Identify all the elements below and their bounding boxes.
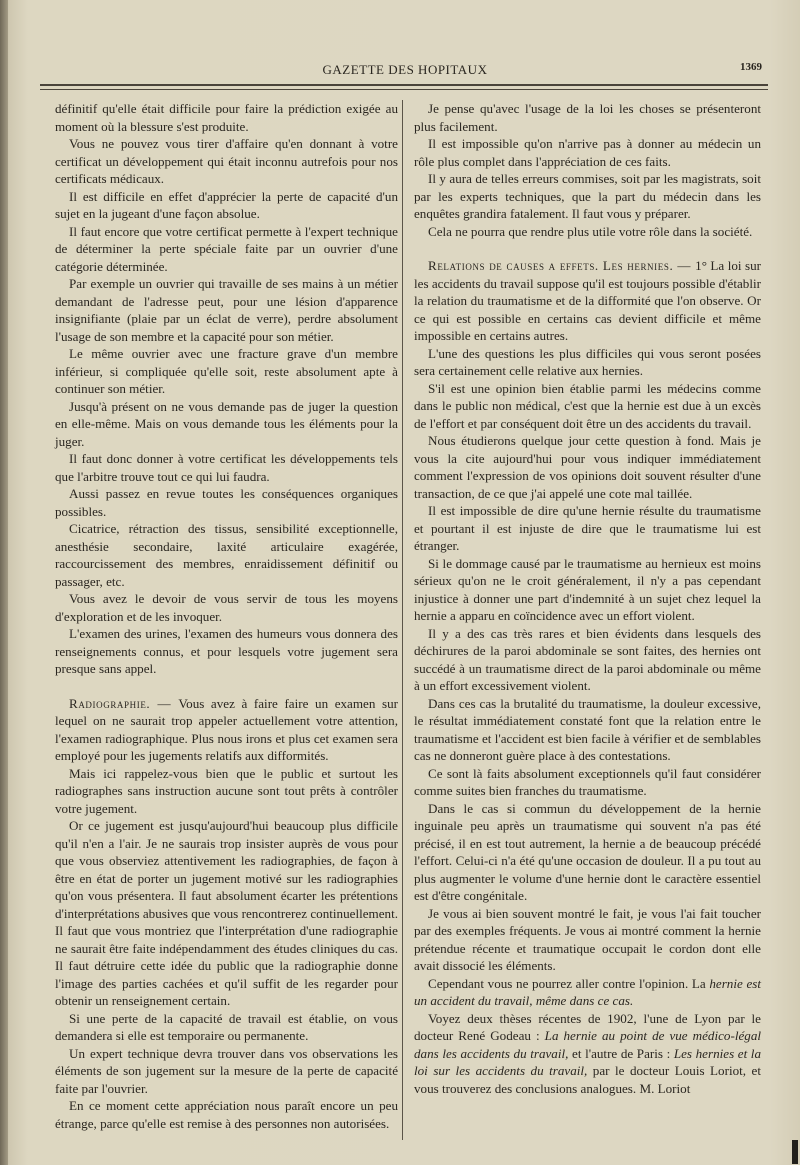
paragraph: L'une des questions les plus difficiles qui vous seront posées sera certainement celle relative aux hernies.	[414, 345, 761, 378]
header-rule-thin	[40, 89, 768, 90]
page-number: 1369	[740, 61, 762, 73]
paragraph: Il y aura de telles erreurs commises, soit par les magistrats, soit par les experts techniques, que la part du médecin dans les enquêtes grandira fatalement. Il faut vous y préparer.	[414, 171, 761, 221]
section-paragraph-hernies	[414, 257, 761, 345]
paragraph: Si le dommage causé par le traumatisme au hernieux est moins sérieux qu'on ne le croit généralement, il n'y a pas cependant injustice à donner une part d'indemnité à un sujet chez lequel la hernie a apparu en coïncidence avec un effort violent.	[414, 555, 761, 623]
right-column	[414, 100, 761, 1097]
paragraph: Vous avez le devoir de vous servir de tous les moyens d'exploration et de les invoquer.	[55, 591, 398, 624]
column-divider	[402, 100, 403, 1140]
paragraph: Si une perte de la capacité de travail est établie, on vous demandera si elle est temporaire ou permanente.	[55, 1010, 398, 1043]
italic-phrase: hernie est un accident du travail, même dans ce cas.	[414, 975, 761, 1008]
paragraph: L'examen des urines, l'examen des humeurs vous donnera des renseignements connus, et pour lesquels votre jugement sera presque sans appel.	[55, 626, 398, 676]
paragraph-body: Vous avez à faire faire un examen sur lequel on ne saurait trop appeler actuellement votre attention, l'examen radiographique. Plus nous irons et plus cet examen sera employé pour les jugements relatifs aux difformités.	[55, 695, 398, 763]
running-header	[40, 58, 770, 80]
paragraph: Le même ouvrier avec une fracture grave d'un membre inférieur, si compliquée qu'elle soit, reste absolument apte à continuer son métier.	[55, 346, 398, 396]
thesis-title-godeau: La hernie au point de vue médico-légal dans les accidents du travail,	[414, 1028, 762, 1061]
paragraph-body: et l'autre de Paris :	[568, 1045, 674, 1061]
paragraph: S'il est une opinion bien établie parmi les médecins comme dans le public non médical, c'est que la hernie est due à un excès de l'effort et par conséquent doit être un des accidents du travail.	[414, 380, 761, 431]
paragraph: définitif qu'elle était difficile pour faire la prédiction exigée au moment où la blessure s'est produite.	[55, 101, 398, 134]
paragraph	[414, 1010, 761, 1098]
paragraph: Il est impossible qu'on n'arrive pas à donner au médecin un rôle plus complet dans l'appréciation de ces faits.	[414, 136, 761, 169]
paragraph-body: par le docteur Louis Loriot, et vous trouverez des conclusions analogues. M. Loriot	[414, 1063, 761, 1096]
edge-mark	[792, 1140, 798, 1164]
left-column	[55, 100, 398, 1132]
paragraph: Il est difficile en effet d'apprécier la perte de capacité d'un sujet en la jugeant d'une façon absolue.	[55, 188, 398, 221]
publication-title: GAZETTE DES HOPITAUX	[322, 62, 488, 77]
thesis-title-loriot: Les hernies et la loi sur les accidents du travail,	[414, 1045, 761, 1078]
paragraph: En ce moment cette appréciation nous paraît encore un peu étrange, parce qu'elle est remise à des personnes non autorisées.	[55, 1098, 398, 1131]
paragraph: Dans ces cas la brutalité du traumatisme, la douleur excessive, le résultat immédiatement constaté font que la relation entre le traumatisme et l'accident est bien facile à vérifier et de semblables cas ne donneront guère place à des contestations.	[414, 695, 762, 763]
section-heading: Relations de causes a effets. Les hernies. —	[428, 258, 696, 273]
paragraph: Jusqu'à présent on ne vous demande pas de juger la question en elle-même. Mais on vous demande tous les éléments pour la juger.	[55, 398, 398, 449]
paragraph: Dans le cas si commun du développement de la hernie inguinale peu après un traumatisme qui souvent n'a pas été précisé, il en est tout autrement, la hernie a de beaucoup précédé l'effort. Celui-ci n'a été qu'une occasion de douleur. Il a pu tout au plus augmenter le volume d'une hernie dont le caractère essentiel est d'être congénitale.	[414, 800, 761, 903]
paragraph: Par exemple un ouvrier qui travaille de ses mains à un métier demandant de l'adresse peut, pour une lésion d'apparence insignifiante (plaie par un éclat de verre), perdre absolument l'usage de son membre et la capacité pour son métier.	[55, 276, 398, 344]
paragraph: Or ce jugement est jusqu'aujourd'hui beaucoup plus difficile qu'il n'en a l'air. Je ne saurais trop insister auprès de vous pour que vous observiez attentivement les radiographies, de façon à être en état de porter un jugement motivé sur les radiographies qu'on vous présentera. Il faut absolument écarter les prétentions d'interprétations abusives que vous rencontrerez continuellement. Il faut que vous montriez que l'interprétation d'une radiographie ne saurait être faite indépendamment des études cliniques du cas. Il faut détruire cette idée du public que la radiographie donne l'image des parties cachées et qu'il suffit de les regarder pour obtenir un renseignement certain.	[55, 818, 398, 1008]
paragraph: Aussi passez en revue toutes les conséquences organiques possibles.	[55, 486, 398, 519]
section-heading: Radiographie. —	[69, 695, 179, 711]
paragraph-body: Voyez deux thèses récentes de 1902, l'une de Lyon par le docteur René Godeau :	[414, 1010, 761, 1043]
paragraph: Je vous ai bien souvent montré le fait, je vous l'ai fait toucher par des exemples fréquents. Je vous ai montré comment la hernie prétendue récente et traumatique occupait le cordon dont elle avait dissocié les éléments.	[414, 905, 761, 973]
paragraph: Il est impossible de dire qu'une hernie résulte du traumatisme et pourtant il est injuste de dire que le traumatisme lui est étranger.	[414, 503, 761, 553]
header-rule-thick	[40, 84, 768, 86]
paragraph: Vous ne pouvez vous tirer d'affaire qu'en donnant à votre certificat un développement qui était inconnu autrefois pour nos certificats médicaux.	[55, 136, 398, 186]
paragraph: Ce sont là faits absolument exceptionnels qu'il faut considérer comme suites bien franches du traumatisme.	[414, 765, 761, 798]
paragraph-body: Cependant vous ne pourrez aller contre l'opinion. La	[428, 975, 706, 991]
paragraph: Cela ne pourra que rendre plus utile votre rôle dans la société.	[428, 223, 753, 239]
paragraph: Nous étudierons quelque jour cette question à fond. Mais je vous la cite aujourd'hui pour vous indiquer immédiatement comment l'expression de vos opinions doit souvent résulter d'une transaction, de ce que j'ai appelé une cote mal taillée.	[414, 433, 761, 501]
section-paragraph-radiographie	[55, 695, 398, 765]
paragraph: Mais ici rappelez-vous bien que le public et surtout les radiographes sans instruction aucune sont tout prêts à contrôler votre jugement.	[55, 765, 398, 816]
paragraph: Un expert technique devra trouver dans vos observations les éléments de son jugement sur la mesure de la perte de capacité faite par l'ouvrier.	[55, 1045, 398, 1096]
paragraph: Cicatrice, rétraction des tissus, sensibilité exceptionnelle, anesthésie secondaire, laxité articulaire exagérée, raccourcissement des membres, enraidissement définitif ou passager, etc.	[55, 521, 398, 589]
page-binding-edge	[0, 0, 8, 1165]
paragraph: Il faut encore que votre certificat permette à l'expert technique de déterminer la perte spéciale faite par un ouvrier d'une catégorie déterminée.	[55, 223, 398, 274]
paragraph	[414, 975, 761, 1010]
paragraph-body: 1° La loi sur les accidents du travail suppose qu'il est toujours possible d'établir la relation du traumatisme et de la difformité que l'on observe. Or ce qui est possible en certains cas devient difficile et même impossible en certains autres.	[414, 258, 761, 343]
paragraph: Il faut donc donner à votre certificat les développements tels que l'arbitre trouve tout ce qui lui faudra.	[55, 451, 398, 484]
paragraph: Je pense qu'avec l'usage de la loi les choses se présenteront plus facilement.	[414, 101, 761, 134]
paragraph: Il y a des cas très rares et bien évidents dans lesquels des déchirures de la paroi abdominale se sont faites, des hernies ont succédé à un traumatisme direct de la paroi abdominale ou même à un effort excessivement violent.	[414, 625, 761, 693]
